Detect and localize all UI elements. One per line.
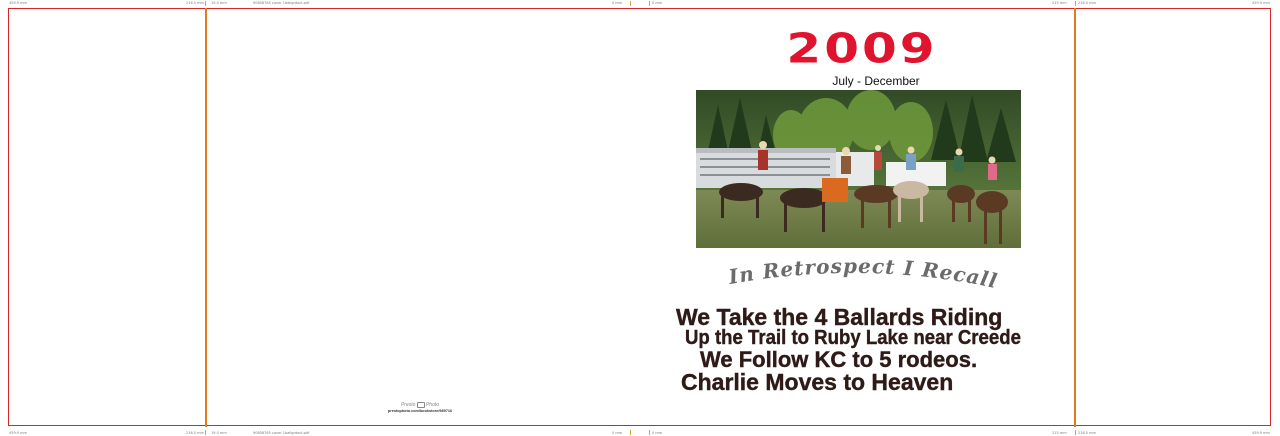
ruler-label: 90808765 cover 1ballgrdoct.pdf: [253, 1, 310, 5]
ruler-label: 216.5 mm: [186, 1, 204, 5]
ruler-label: 216.5 mm: [1078, 1, 1096, 5]
headline-line: We Take the 4 Ballards Riding: [676, 304, 1003, 330]
trim-tick: [205, 1, 206, 6]
trim-tick: [630, 430, 631, 435]
ruler-label: 459.9 mm: [1252, 1, 1270, 5]
cover-fold-line: [1074, 8, 1076, 427]
ruler-label: 0 mm: [612, 1, 623, 5]
headline-line: Charlie Moves to Heaven: [681, 369, 954, 395]
ruler-label: 0 mm: [652, 431, 663, 435]
ruler-label: 216.5 mm: [1078, 431, 1096, 435]
trim-tick: [205, 430, 206, 435]
trim-tick: [649, 1, 650, 6]
ruler-label: 90808765 cover 1ballgrdoct.pdf: [253, 431, 310, 435]
ruler-label: 459.9 mm: [9, 431, 27, 435]
ruler-label: 19.0 mm: [211, 431, 227, 435]
cover-fold-line: [205, 8, 207, 427]
ruler-label: 0 mm: [652, 1, 663, 5]
bleed-frame: [8, 8, 1271, 426]
cover-year: 2009: [786, 24, 938, 73]
ruler-label: 216.5 mm: [186, 431, 204, 435]
trim-tick: [1075, 430, 1076, 435]
headline-line: Up the Trail to Ruby Lake near Creede: [685, 327, 1021, 349]
trim-tick: [630, 1, 631, 6]
ruler-label: 459.9 mm: [1252, 431, 1270, 435]
trim-tick: [1075, 1, 1076, 6]
ruler-label: 215 mm: [1052, 1, 1067, 5]
retro-script-text: In Retrospect I Recall: [726, 253, 1001, 294]
ruler-label: 0 mm: [612, 431, 623, 435]
cover-photo: [696, 90, 1021, 248]
ruler-label: 459.9 mm: [9, 1, 27, 5]
trim-tick: [649, 430, 650, 435]
ruler-label: 19.0 mm: [211, 1, 227, 5]
headline-line: We Follow KC to 5 rodeos.: [700, 347, 978, 372]
ruler-label: 215 mm: [1052, 431, 1067, 435]
logo-word: Photo: [425, 402, 440, 409]
photo-camera-icon: [417, 402, 425, 408]
logo-brand: Presto: [400, 402, 416, 409]
cover-subtitle: July - December: [832, 74, 920, 88]
logo-url: prestophoto.com/bookstore/989716: [387, 409, 453, 414]
retro-script-title: [725, 253, 1005, 298]
publisher-logo: [380, 402, 460, 414]
